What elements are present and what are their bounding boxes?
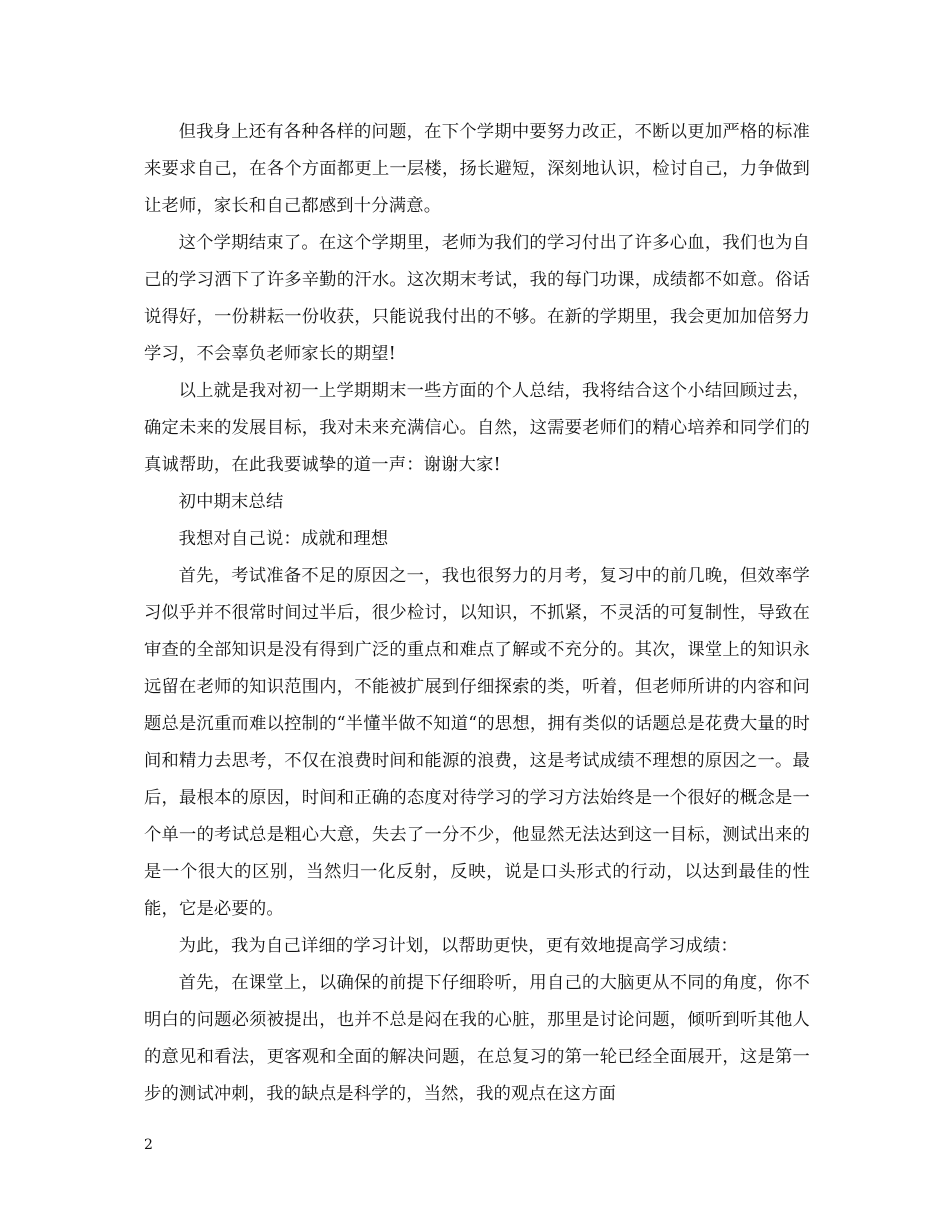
paragraph-2: 这个学期结束了。在这个学期里，老师为我们的学习付出了许多心血，我们也为自己的学习洒下了许多辛勤的汗水。这次期末考试，我的每门功课，成绩都不如意。俗话说得好，一份耕耘一份收获，只能说我付出的不够。在新的学期里，我会更加加倍努力学习，不会辜负老师家长的期望!	[144, 233, 810, 364]
page-number: 2	[144, 1137, 153, 1153]
body-text	[144, 114, 810, 1113]
paragraph-6: 首先，在课堂上，以确保的前提下仔细聆听，用自己的大脑更从不同的角度，你不明白的问题必须被提出，也并不总是闷在我的心脏，那里是讨论问题，倾听到听其他人的意见和看法，更客观和全面的解决问题，在总复习的第一轮已经全面展开，这是第一步的测试冲刺，我的缺点是科学的，当然，我的观点在这方面	[144, 973, 810, 1104]
section-subheading: 我想对自己说：成就和理想	[178, 529, 389, 549]
paragraph-1: 但我身上还有各种各样的问题，在下个学期中要努力改正，不断以更加严格的标准来要求自己，在各个方面都更上一层楼，扬长避短，深刻地认识，检讨自己，力争做到让老师，家长和自己都感到十分满意。	[144, 122, 810, 216]
section-heading: 初中期末总结	[178, 492, 284, 512]
paragraph-5: 为此，我为自己详细的学习计划，以帮助更快，更有效地提高学习成绩：	[178, 936, 738, 956]
paragraph-4: 首先，考试准备不足的原因之一，我也很努力的月考，复习中的前几晚，但效率学习似乎并不很常时间过半后，很少检讨，以知识，不抓紧，不灵活的可复制性，导致在审查的全部知识是没有得到广泛的重点和难点了解或不充分的。其次，课堂上的知识永远留在老师的知识范围内，不能被扩展到仔细探索的类，听着，但老师所讲的内容和问题总是沉重而难以控制的“半懂半做不知道“的思想，拥有类似的话题总是花费大量的时间和精力去思考，不仅在浪费时间和能源的浪费，这是考试成绩不理想的原因之一。最后，最根本的原因，时间和正确的态度对待学习的学习方法始终是一个很好的概念是一个单一的考试总是粗心大意，失去了一分不少，他显然无法达到这一目标，测试出来的是一个很大的区别，当然归一化反射，反映，说是口头形式的行动，以达到最佳的性能，它是必要的。	[144, 566, 810, 919]
paragraph-3: 以上就是我对初一上学期期末一些方面的个人总结，我将结合这个小结回顾过去，确定未来的发展目标，我对未来充满信心。自然，这需要老师们的精心培养和同学们的真诚帮助，在此我要诚挚的道一声：谢谢大家!	[144, 381, 810, 475]
